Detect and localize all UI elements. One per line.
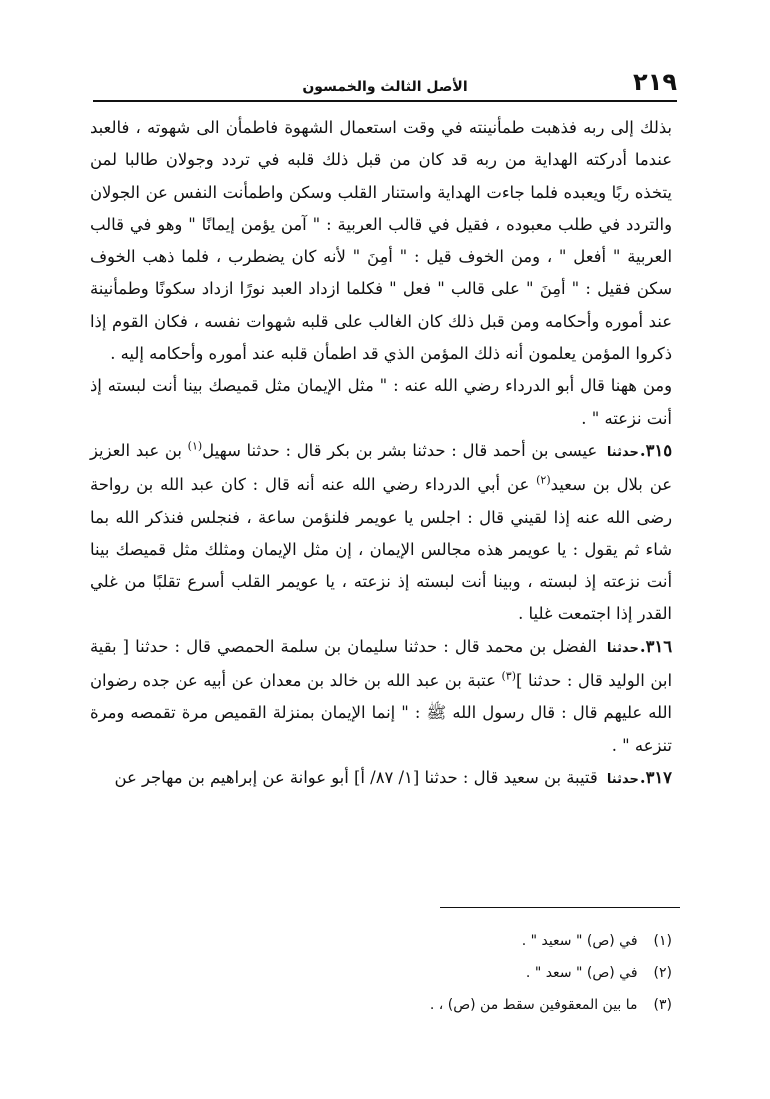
hadith-entry-317: [90, 762, 672, 796]
entry-number: ٣١٥.: [639, 440, 673, 460]
footnote-item: [300, 925, 672, 957]
footnote-number: (١): [653, 933, 672, 949]
footnote-number: (٢): [653, 965, 672, 981]
entry-text: قتيبة بن سعيد قال : حدثنا [١/ ٨٧/ أ] أبو عوانة عن إبراهيم بن مهاجر عن: [114, 767, 598, 787]
footnote-text: في (ص) " سعد " .: [525, 965, 638, 981]
hadith-marker: حدثنا: [606, 444, 639, 460]
entry-number: ٣١٦.: [639, 636, 673, 656]
entry-text: عن أبي الدرداء رضي الله عنه أنه قال : كان عبد الله بن رواحة رضى الله عنه إذا لقيني قال : اجلس يا عويمر فلنؤمن ساعة ، فنجلس فنذكر الله بما شاء ثم يقول : يا عويمر هذه مجالس الإيمان ، إن مثل الإيمان ومثلك مثل قميصك بينا أنت نزعته إذ لبسته ، وبينا أنت لبسته إذ نزعته ، يا عويمر القلب أسرع تقلبًا من غلي القدر إذا اجتمعت غليا .: [90, 475, 672, 624]
hadith-entry-315: [90, 435, 672, 631]
intro-paragraph: بذلك إلى ربه فذهبت طمأنينته في وقت استعمال الشهوة فاطمأن الى شهوته ، فالعبد عندما أدركته الهداية من ربه قد كان من قبل ذلك قلبه في تردد وجولان طالبا لمن يتخذه ربًا ويعبده فلما جاءت الهداية واستنار القلب وسكن واطمأنت النفس عن الجولان والتردد في طلب معبوده ، فقيل في قالب العربية : " آمن يؤمن إيمانًا " وهو في قالب العربية " أفعل " ، ومن الخوف قيل : " أمِنَ " لأنه كان يضطرب ، فلما ذهب الخوف سكن فقيل : " أمِنَ " على قالب " فعل " فكلما ازداد العبد نورًا ازداد سكونًا وطمأنينة عند أموره وأحكامه ومن قبل ذلك كان الغالب على قلبه شهوات نفسه ، فكان القوم إذا ذكروا المؤمن يعلمون أنه ذلك المؤمن الذي قد اطمأن قلبه عند أموره وأحكامه إليه .: [90, 118, 672, 364]
footnote-ref[interactable]: (٣): [501, 669, 517, 683]
main-text: [90, 112, 672, 796]
footnote-item: [300, 989, 672, 1021]
footnote-separator: [440, 907, 680, 908]
hadith-marker: حدثنا: [606, 640, 639, 656]
quote-paragraph: ومن ههنا قال أبو الدرداء رضي الله عنه : " مثل الإيمان مثل قميصك بينا أنت لبسته إذ أنت نزعته " .: [90, 376, 672, 428]
running-header: [93, 62, 677, 102]
entry-number: ٣١٧.: [639, 767, 672, 787]
footnote-ref[interactable]: (٢): [536, 473, 551, 487]
footnote-number: (٣): [653, 997, 672, 1013]
page-number: ٢١٩: [633, 68, 677, 96]
entry-text: الفضل بن محمد قال : حدثنا سليمان بن سلمة الحمصي قال : حدثنا [ بقية ابن الوليد قال : حدثنا ]: [90, 636, 672, 691]
hadith-entry-316: [90, 631, 672, 762]
entry-text: عيسى بن أحمد قال : حدثنا بشر بن بكر قال : حدثنا سهيل: [202, 440, 598, 460]
chapter-title: الأصل الثالث والخمسون: [302, 79, 468, 95]
footnote-text: في (ص) " سعيد " .: [521, 933, 638, 949]
hadith-marker: حدثنا: [606, 771, 639, 787]
footnotes: [300, 925, 672, 1021]
entry-text: عتبة بن عبد الله بن خالد بن معدان عن أبيه عن جده رضوان الله عليهم قال : قال رسول الله ﷺ : " إنما الإيمان بمنزلة القميص مرة تقمصه ومرة تنزعه " .: [90, 671, 672, 755]
footnote-item: [300, 957, 672, 989]
entry-text: بن عبد العزيز عن بلال بن سعيد: [90, 440, 672, 495]
footnote-ref[interactable]: (١): [187, 439, 203, 453]
footnote-text: ما بين المعقوفين سقط من (ص) ، .: [429, 997, 638, 1013]
